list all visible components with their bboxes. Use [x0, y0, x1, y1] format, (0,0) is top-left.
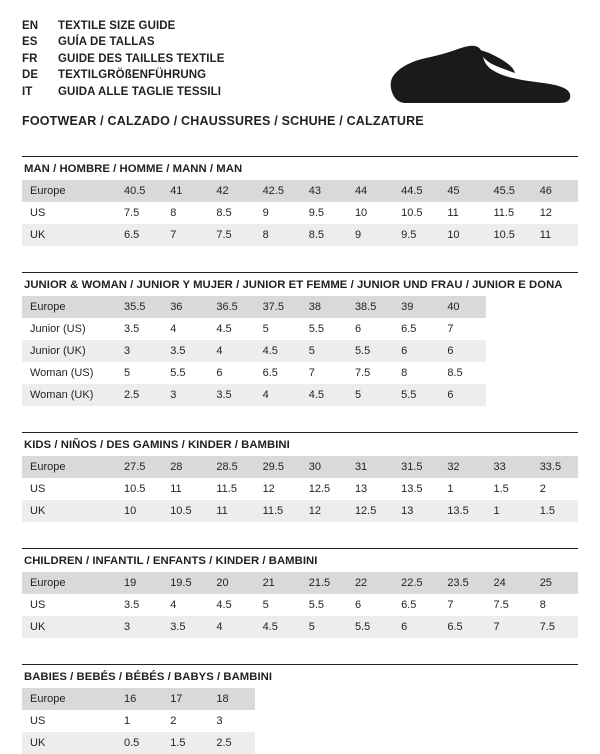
size-cell: 8.5 — [301, 224, 347, 246]
size-cell: 4 — [170, 598, 177, 611]
size-cell: 18 — [208, 688, 254, 710]
row-label: Woman (UK) — [22, 384, 116, 406]
size-cell — [439, 732, 485, 754]
row-label: UK — [22, 732, 116, 754]
size-cell — [486, 362, 532, 384]
size-cell: 19 — [116, 572, 162, 594]
size-cell: 1 — [486, 500, 532, 522]
size-cell — [532, 340, 578, 362]
size-cell: 3.5 — [162, 616, 208, 638]
size-cell: 6.5 — [439, 616, 485, 638]
size-cell: 13.5 — [401, 482, 423, 495]
size-cell: 5.5 — [308, 322, 325, 335]
language-title: TEXTILGRÖßENFÜHRUNG — [58, 69, 207, 82]
size-cell: 3.5 — [208, 384, 254, 406]
size-cell: 21 — [255, 572, 301, 594]
size-cell: 8.5 — [447, 366, 463, 379]
size-cell: 5.5 — [347, 340, 393, 362]
size-cell: 10 — [116, 500, 162, 522]
size-cell — [439, 688, 485, 710]
size-cell — [393, 732, 439, 754]
row-label: UK — [22, 224, 116, 246]
size-cell: 9 — [262, 206, 269, 219]
size-cell: 20 — [208, 572, 254, 594]
size-cell: 33 — [486, 456, 532, 478]
size-cell: 7.5 — [532, 616, 578, 638]
size-cell — [301, 688, 347, 710]
language-code: FR — [22, 52, 38, 65]
section-title: KIDS / NIÑOS / DES GAMINS / KINDER / BAMBINI — [24, 439, 290, 451]
size-cell: 5 — [262, 322, 269, 335]
size-cell: 27.5 — [116, 456, 162, 478]
table-row — [22, 318, 578, 340]
language-code: IT — [22, 85, 33, 98]
size-cell: 43 — [301, 180, 347, 202]
table-row — [22, 456, 578, 478]
section-rule — [22, 156, 578, 157]
dress-shoe-icon — [384, 40, 574, 112]
size-cell: 9 — [347, 224, 393, 246]
size-cell: 46 — [532, 180, 578, 202]
size-cell: 7 — [447, 322, 454, 335]
size-cell: 7 — [162, 224, 208, 246]
size-cell: 11 — [170, 482, 182, 495]
row-label: US — [30, 714, 46, 727]
language-title: GUIDA ALLE TAGLIE TESSILI — [58, 85, 222, 98]
table-row — [22, 710, 578, 732]
section-rule — [22, 272, 578, 273]
size-cell: 10.5 — [401, 206, 423, 219]
size-cell: 4 — [170, 322, 177, 335]
size-cell — [532, 384, 578, 406]
size-cell: 7 — [486, 616, 532, 638]
table-row — [22, 688, 578, 710]
row-label: UK — [22, 500, 116, 522]
size-cell: 4 — [208, 616, 254, 638]
size-cell: 11 — [447, 206, 459, 219]
size-cell: 31.5 — [393, 456, 439, 478]
size-cell — [393, 710, 439, 732]
size-cell: 10.5 — [486, 224, 532, 246]
size-cell — [301, 732, 347, 754]
row-label: US — [30, 598, 46, 611]
language-code: EN — [22, 20, 39, 32]
size-cell: 11.5 — [493, 206, 515, 219]
size-cell — [393, 688, 439, 710]
size-cell: 2 — [539, 482, 546, 495]
size-cell: 45.5 — [486, 180, 532, 202]
language-row — [22, 84, 225, 100]
size-cell: 6 — [439, 384, 485, 406]
row-label: Woman (US) — [30, 366, 94, 379]
size-cell — [255, 710, 301, 732]
size-cell: 1.5 — [532, 500, 578, 522]
size-cell — [532, 710, 578, 732]
category-line: FOOTWEAR / CALZADO / CHAUSSURES / SCHUHE / CALZATURE — [22, 114, 424, 129]
size-cell: 39 — [393, 296, 439, 318]
size-cell: 5.5 — [170, 366, 186, 379]
size-section — [22, 664, 578, 754]
size-cell: 19.5 — [162, 572, 208, 594]
size-cell — [486, 384, 532, 406]
size-cell — [532, 318, 578, 340]
size-cell: 13.5 — [439, 500, 485, 522]
table-row — [22, 616, 578, 638]
size-cell: 0.5 — [116, 732, 162, 754]
size-cell: 7 — [308, 366, 315, 379]
size-table — [22, 456, 578, 522]
size-cell: 44 — [347, 180, 393, 202]
size-cell — [301, 710, 347, 732]
size-cell: 10 — [354, 206, 368, 219]
size-cell: 7.5 — [354, 366, 371, 379]
size-cell: 6 — [216, 366, 223, 379]
size-cell: 44.5 — [393, 180, 439, 202]
size-cell: 10.5 — [162, 500, 208, 522]
table-row — [22, 202, 578, 224]
size-cell: 8 — [539, 598, 546, 611]
size-table — [22, 180, 578, 246]
row-label: Europe — [22, 572, 116, 594]
table-row — [22, 180, 578, 202]
size-cell: 10.5 — [124, 482, 146, 495]
size-cell: 6 — [439, 340, 485, 362]
section-title: JUNIOR & WOMAN / JUNIOR Y MUJER / JUNIOR ET FEMME / JUNIOR UND FRAU / JUNIOR E DONA — [24, 279, 563, 291]
size-cell: 12 — [262, 482, 275, 495]
size-cell: 6.5 — [401, 322, 417, 335]
size-cell: 5.5 — [308, 598, 325, 611]
size-cell: 42 — [208, 180, 254, 202]
size-cell: 5 — [301, 340, 347, 362]
size-cell: 38 — [301, 296, 347, 318]
size-cell: 1.5 — [162, 732, 208, 754]
size-cell — [347, 732, 393, 754]
language-code: DE — [22, 69, 39, 82]
size-cell — [486, 318, 532, 340]
size-cell: 10 — [439, 224, 485, 246]
size-cell — [486, 688, 532, 710]
size-cell: 4.5 — [255, 616, 301, 638]
size-cell — [439, 710, 485, 732]
size-cell: 1 — [124, 714, 131, 727]
size-cell: 29.5 — [255, 456, 301, 478]
language-title: TEXTILE SIZE GUIDE — [58, 20, 176, 32]
table-row — [22, 478, 578, 500]
size-section — [22, 432, 578, 522]
size-cell: 4.5 — [301, 384, 347, 406]
size-cell: 33.5 — [532, 456, 578, 478]
size-cell: 37.5 — [255, 296, 301, 318]
size-section — [22, 548, 578, 638]
size-cell: 8 — [401, 366, 408, 379]
size-cell: 2 — [170, 714, 177, 727]
size-cell: 4.5 — [255, 340, 301, 362]
table-row — [22, 362, 578, 384]
size-cell: 22 — [347, 572, 393, 594]
row-label: US — [30, 482, 46, 495]
size-cell — [532, 732, 578, 754]
size-cell: 40 — [439, 296, 485, 318]
size-cell: 32 — [439, 456, 485, 478]
size-cell: 11 — [208, 500, 254, 522]
row-label: UK — [22, 616, 116, 638]
size-cell: 38.5 — [347, 296, 393, 318]
size-cell: 21.5 — [301, 572, 347, 594]
row-label: US — [30, 206, 46, 219]
section-title: BABIES / BEBÉS / BÉBÉS / BABYS / BAMBINI — [24, 671, 273, 683]
size-cell: 6 — [354, 322, 362, 335]
size-cell: 3 — [216, 714, 223, 727]
size-cell: 1.5 — [493, 482, 509, 495]
size-cell: 12.5 — [308, 482, 331, 495]
size-cell: 2.5 — [208, 732, 254, 754]
language-code: ES — [22, 36, 38, 49]
size-cell: 6.5 — [401, 598, 417, 611]
language-row — [22, 51, 225, 67]
size-cell: 6.5 — [262, 366, 278, 379]
size-section — [22, 272, 578, 406]
size-cell: 12 — [539, 206, 552, 219]
table-row — [22, 732, 578, 754]
size-cell: 36.5 — [208, 296, 254, 318]
section-title: CHILDREN / INFANTIL / ENFANTS / KINDER / BAMBINI — [24, 555, 318, 567]
size-cell: 4.5 — [216, 322, 232, 335]
size-cell — [486, 710, 532, 732]
size-cell: 3 — [162, 384, 208, 406]
size-cell: 3.5 — [124, 322, 140, 335]
size-cell: 28 — [162, 456, 208, 478]
row-label: Europe — [22, 688, 116, 710]
size-cell — [255, 688, 301, 710]
size-cell: 42.5 — [255, 180, 301, 202]
table-row — [22, 296, 578, 318]
size-cell: 11.5 — [255, 500, 301, 522]
size-cell: 24 — [486, 572, 532, 594]
size-cell: 36 — [162, 296, 208, 318]
size-cell: 3.5 — [124, 598, 140, 611]
section-rule — [22, 432, 578, 433]
size-cell — [347, 688, 393, 710]
size-cell: 11 — [532, 224, 578, 246]
size-cell: 16 — [116, 688, 162, 710]
size-table — [22, 688, 578, 754]
size-cell: 4 — [255, 384, 301, 406]
size-cell: 8.5 — [216, 206, 232, 219]
size-cell: 9.5 — [393, 224, 439, 246]
size-cell: 5.5 — [393, 384, 439, 406]
language-row — [22, 34, 225, 50]
size-cell: 25 — [532, 572, 578, 594]
row-label: Junior (US) — [30, 322, 86, 335]
size-cell: 6 — [393, 340, 439, 362]
language-row — [22, 18, 225, 34]
size-cell: 28.5 — [208, 456, 254, 478]
table-row — [22, 384, 578, 406]
size-cell — [347, 710, 393, 732]
size-cell — [486, 340, 532, 362]
size-section — [22, 156, 578, 246]
table-row — [22, 572, 578, 594]
size-cell: 13 — [354, 482, 368, 495]
document-header — [22, 18, 578, 129]
size-cell: 35.5 — [116, 296, 162, 318]
row-label: Junior (UK) — [22, 340, 116, 362]
language-title-list — [22, 18, 225, 100]
size-cell: 23.5 — [439, 572, 485, 594]
size-cell — [532, 688, 578, 710]
size-cell: 7.5 — [124, 206, 140, 219]
size-cell: 5 — [301, 616, 347, 638]
size-cell: 3 — [116, 616, 162, 638]
size-cell: 2.5 — [116, 384, 162, 406]
size-cell — [532, 296, 578, 318]
size-cell: 11.5 — [216, 482, 237, 495]
table-row — [22, 340, 578, 362]
section-rule — [22, 664, 578, 665]
size-cell: 5 — [124, 366, 131, 379]
size-cell: 8 — [170, 206, 177, 219]
size-cell — [486, 732, 532, 754]
size-cell — [255, 732, 301, 754]
language-title: GUÍA DE TALLAS — [58, 36, 155, 49]
row-label: Europe — [22, 296, 116, 318]
size-cell: 4 — [208, 340, 254, 362]
sections-container — [22, 156, 578, 754]
size-cell: 30 — [301, 456, 347, 478]
size-cell: 7 — [447, 598, 454, 611]
size-cell: 13 — [393, 500, 439, 522]
row-label: Europe — [22, 456, 116, 478]
size-cell: 7.5 — [493, 598, 509, 611]
table-row — [22, 500, 578, 522]
size-cell: 12.5 — [347, 500, 393, 522]
size-cell: 9.5 — [308, 206, 325, 219]
size-cell: 3 — [116, 340, 162, 362]
language-title: GUIDE DES TAILLES TEXTILE — [58, 52, 225, 65]
size-cell: 22.5 — [393, 572, 439, 594]
table-row — [22, 224, 578, 246]
size-cell: 5.5 — [347, 616, 393, 638]
table-row — [22, 594, 578, 616]
size-cell: 6 — [393, 616, 439, 638]
size-cell: 40.5 — [116, 180, 162, 202]
size-cell: 6 — [354, 598, 362, 611]
size-cell — [532, 362, 578, 384]
size-cell: 7.5 — [208, 224, 254, 246]
size-cell: 17 — [162, 688, 208, 710]
language-row — [22, 67, 225, 83]
size-cell: 8 — [255, 224, 301, 246]
section-title: MAN / HOMBRE / HOMME / MANN / MAN — [24, 163, 243, 175]
size-cell: 4.5 — [216, 598, 232, 611]
size-cell: 31 — [347, 456, 393, 478]
size-table — [22, 296, 578, 406]
size-cell: 3.5 — [162, 340, 208, 362]
size-cell: 5 — [347, 384, 393, 406]
section-rule — [22, 548, 578, 549]
size-cell: 12 — [301, 500, 347, 522]
size-cell: 1 — [447, 482, 454, 495]
row-label: Europe — [22, 180, 116, 202]
size-cell: 5 — [262, 598, 269, 611]
size-cell: 6.5 — [116, 224, 162, 246]
size-table — [22, 572, 578, 638]
size-cell: 45 — [439, 180, 485, 202]
size-cell — [486, 296, 532, 318]
size-cell: 41 — [162, 180, 208, 202]
